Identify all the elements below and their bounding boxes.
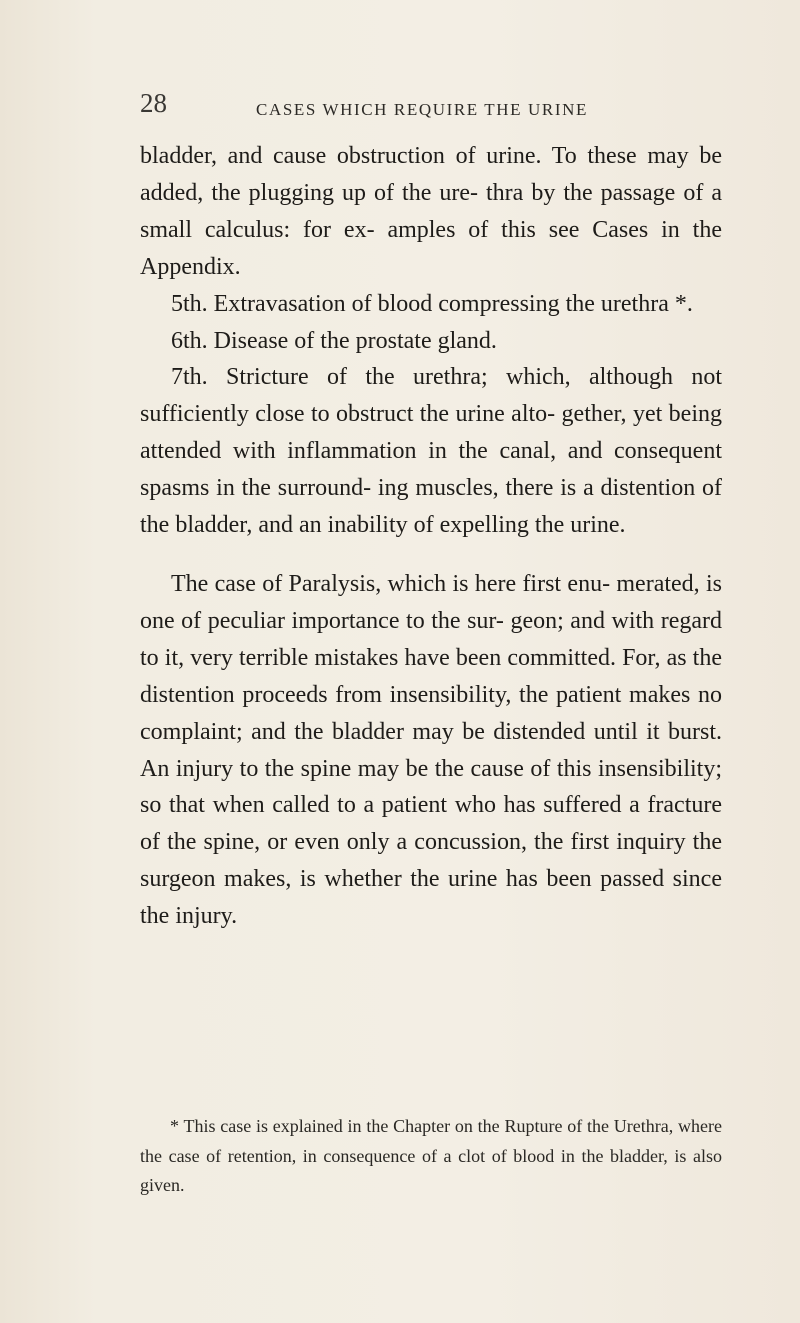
paragraph-item-6th: 6th. Disease of the prostate gland. — [171, 327, 497, 354]
footnote-text: * This case is explained in the Chapter on the Rupture of the Urethra, where the case of retention, in consequence of a clot of blood in the bladder, is also given. — [140, 1116, 722, 1195]
paragraph-paralysis: The case of Paralysis, which is here first enu- merated, is one of peculiar importance to the sur- geon; and with regard to it, very terrible mistakes have been committed. For, as the distention proceeds from insensibility, the patient makes no complaint; and the bladder may be distended until it burst. An injury to the spine may be the cause of this insensibility; so that when called to a patient who has suffered a fracture of the spine, or even only a concussion, the first inquiry the surgeon makes, is whether the urine has been passed since the injury. — [140, 570, 722, 930]
paragraph-item-7th: 7th. Stricture of the urethra; which, although not sufficiently close to obstruct the urine alto- gether, yet being attended with inflammation in the canal, and consequent spasms in the surround- ing muscles, there is a distention of the bladder, and an inability of expelling the urine. — [140, 364, 722, 539]
body-text — [140, 138, 722, 935]
paragraph-item-5th: 5th. Extravasation of blood compressing the urethra *. — [171, 290, 693, 317]
page-header — [140, 88, 700, 128]
paragraph-continuation: bladder, and cause obstruction of urine. To these may be added, the plugging up of the ure- thra by the passage of a small calculus: for ex- amples of this see Cases in the Appendix. — [140, 143, 722, 280]
page-number: 28 — [140, 88, 167, 118]
footnote — [140, 1112, 722, 1201]
running-head: CASES WHICH REQUIRE THE URINE — [256, 100, 588, 119]
